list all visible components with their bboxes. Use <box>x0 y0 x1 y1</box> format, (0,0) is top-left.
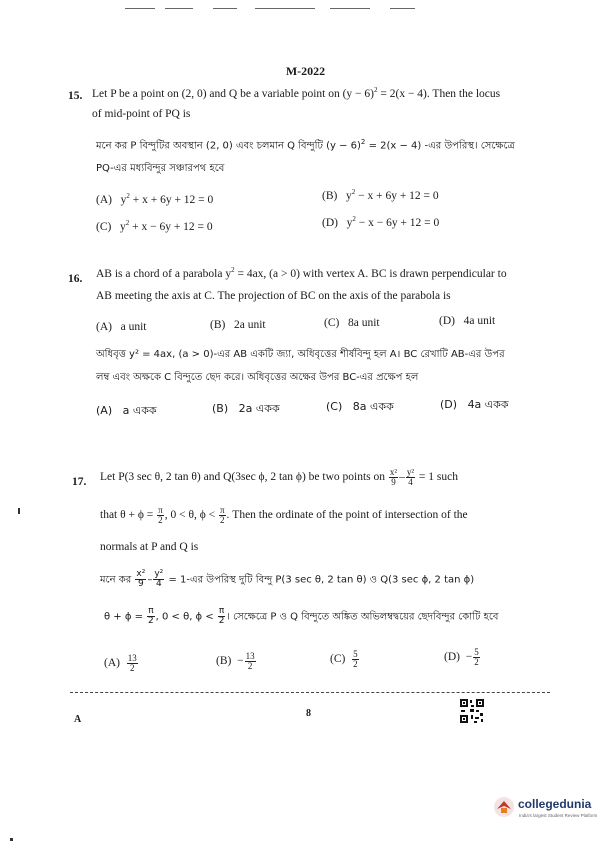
watermark-brand: collegedunia <box>518 797 592 811</box>
option-d[interactable]: (D) 4a unit <box>439 315 496 327</box>
footer-rule <box>70 692 550 693</box>
option-d[interactable]: (D) 4a একক <box>440 398 509 411</box>
option-b[interactable]: (B) 2a unit <box>210 319 266 331</box>
question-text-bn: লম্ব এবং অক্ষকে C বিন্দুতে ছেদ করে। অধিবৃত্তের অক্ষের উপর BC-এর প্রক্ষেপ হল <box>96 372 419 383</box>
question-text-bn: θ + ϕ = $\frac{\pi}{2}$ , 0 < θ, ϕ < $\frac{\pi}{2}$ । সেক্ষেত্রে P ও Q বিন্দুতে অঙ্কিত অভিলম্বদ্বয়ের ছেদবিন্দুর কোটি হবে <box>104 606 499 626</box>
question-text-bn: মনে কর $\frac{\text{x²}}{9}$ – $\frac{\text{y²}}{4}$ = 1-এর উপরিস্থ দুটি বিন্দু P(3 sec θ, 2 tan θ) ও Q(3 sec ϕ, 2 tan ϕ) <box>100 569 475 589</box>
option-b[interactable]: (B) − $\frac{13}{2}$ <box>216 651 255 671</box>
question-text-bn: মনে কর P বিন্দুটির অবস্থান (2, 0) এবং চলমান Q বিন্দুটি $(y - 6)^2 = 2(x - 4)$ -এর উপরিস্থ। সেক্ষেত্রে <box>96 138 515 152</box>
option-b[interactable]: (B) 2a একক <box>212 402 280 415</box>
watermark-tagline: India's largest Student Review Platform <box>519 813 598 818</box>
option-b[interactable]: (B) $y^2 - x + 6y + 12 = 0$ <box>322 188 439 202</box>
question-text-en: Let P(3 sec θ, 2 tan θ) and Q(3sec ϕ, 2 tan ϕ) be two points on $\frac{\text{x²}}{9}$ – $\frac{\text{y²}}{4}$ = 1 such <box>100 467 458 487</box>
question-text-en: normals at P and Q is <box>100 541 199 553</box>
option-a[interactable]: (A) $y^2 + x + 6y + 12 = 0$ <box>96 192 214 206</box>
option-c[interactable]: (C) 8a unit <box>324 317 380 329</box>
fraction: $\frac{\text{y²}}{4}$ <box>154 569 164 589</box>
question-text-en: AB meeting the axis at C. The projection of BC on the axis of the parabola is <box>96 290 451 302</box>
question-number: 17. <box>72 476 87 488</box>
question-number: 16. <box>68 273 83 285</box>
option-d[interactable]: (D) $y^2 - x - 6y + 12 = 0$ <box>322 215 440 229</box>
option-a[interactable]: (A) a unit <box>96 321 147 333</box>
fraction: $\frac{\pi}{2}$ <box>148 606 154 626</box>
option-d[interactable]: (D) − $\frac{5}{2}$ <box>444 647 479 667</box>
question-text-en: that θ + ϕ = $\frac{\pi}{2}$ , 0 < θ, ϕ < $\frac{\pi}{2}$ . Then the ordinate of the point of intersection of the <box>100 505 468 525</box>
scan-mark <box>18 508 20 514</box>
fraction: $\frac{\text{x²}}{9}$ <box>136 569 146 589</box>
scan-mark <box>390 8 415 9</box>
scan-mark <box>213 8 237 9</box>
scan-mark <box>165 8 193 9</box>
paper-code: M-2022 <box>285 64 326 78</box>
option-c[interactable]: (C) 8a একক <box>326 400 394 413</box>
fraction: $\frac{\text{x²}}{9}$ <box>389 467 398 487</box>
collegedunia-logo-icon <box>493 796 515 818</box>
scan-mark <box>255 8 315 9</box>
question-text-bn: অধিবৃত্ত y² = 4ax, (a > 0)-এর AB একটি জ্যা, অধিবৃত্তের শীর্ষবিন্দু হল A। BC রেখাটি AB-এর উপর <box>96 349 505 360</box>
scan-mark <box>10 838 13 841</box>
question-text-en: Let P be a point on (2, 0) and Q be a variable point on $(y - 6)^2 = 2(x - 4)$. Then the locus <box>92 86 501 100</box>
fraction: $\frac{\pi}{2}$ <box>220 505 225 525</box>
option-a[interactable]: (A) $\frac{13}{2}$ <box>104 653 137 673</box>
question-number: 15. <box>68 90 83 102</box>
qr-code-icon <box>459 698 485 724</box>
series-code: A <box>74 714 82 725</box>
question-text-en: AB is a chord of a parabola $y^2 = 4ax$, (a > 0) with vertex A. BC is drawn perpendicular to <box>96 266 507 280</box>
option-c[interactable]: (C) $\frac{5}{2}$ <box>330 649 358 669</box>
fraction: $\frac{\pi}{2}$ <box>218 606 225 626</box>
scan-mark <box>125 8 155 9</box>
fraction: $\frac{\pi}{2}$ <box>158 505 163 525</box>
option-c[interactable]: (C) $y^2 + x - 6y + 12 = 0$ <box>96 219 213 233</box>
question-text-en: of mid-point of PQ is <box>92 108 191 120</box>
scan-mark <box>330 8 370 9</box>
question-text-bn: PQ-এর মধ্যবিন্দুর সঞ্চারপথ হবে <box>96 163 225 174</box>
option-a[interactable]: (A) a একক <box>96 404 157 417</box>
fraction: $\frac{\text{y²}}{4}$ <box>406 467 415 487</box>
page-number: 8 <box>306 708 311 719</box>
